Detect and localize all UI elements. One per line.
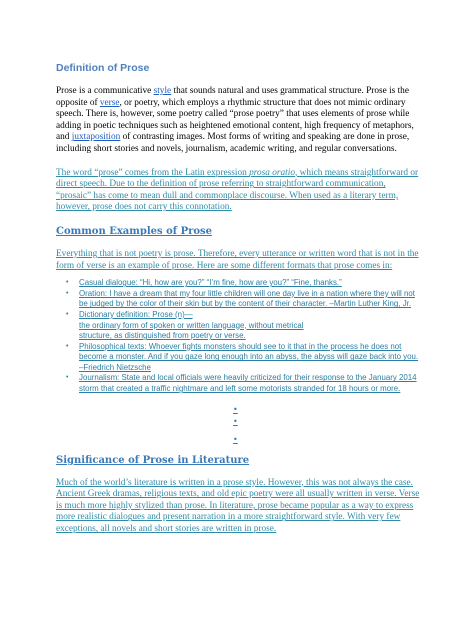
list-item[interactable]	[66, 342, 421, 374]
bullet-icon: •	[233, 404, 238, 414]
bullet-icon: •	[233, 416, 238, 426]
bullet-icon: •	[66, 310, 69, 318]
etymology-paragraph[interactable]	[56, 168, 421, 214]
list-item[interactable]	[66, 278, 421, 289]
list-item-text: Journalism: State and local officials were heavily criticized for their response to the January 2014 storm that created a traffic nightmare and left some motorists stranded for 18 hours or more.	[79, 373, 417, 394]
list-item-text: Oration: I have a dream that my four little children will one day live in a nation where they will not be judged by the color of their skin but by the content of their character. –Martin Luther King, Jr.	[79, 288, 415, 309]
definition-heading: Definition of Prose	[56, 62, 150, 74]
bullet-icon: •	[66, 342, 69, 350]
examples-list	[56, 278, 421, 395]
definition-paragraph	[56, 86, 421, 156]
examples-heading[interactable]: Common Examples of Prose	[56, 225, 213, 237]
definition-line: structure, as distinguished from poetry or verse.	[79, 331, 246, 341]
text-run: that sounds natural and uses grammatical structure. Prose is the opposite of	[56, 86, 409, 108]
juxtaposition-link[interactable]: juxtaposition	[71, 132, 121, 143]
text-run: The word “prose” comes from the Latin expression	[56, 167, 250, 178]
document-page	[56, 62, 421, 548]
list-item-text: Dictionary definition: Prose (n)—	[79, 309, 193, 319]
bullet-icon: •	[233, 434, 238, 444]
bullet-icon: •	[66, 374, 69, 382]
definition-line: the ordinary form of spoken or written language, without metrical	[79, 320, 304, 330]
bullet-icon: •	[66, 279, 69, 287]
list-item[interactable]	[66, 310, 421, 342]
empty-bullets	[56, 405, 421, 445]
text-run: Prose is a communicative	[56, 86, 154, 96]
list-item-text: Philosophical texts: Whoever fights monsters should see to it that in the process he does not become a monster. And if you gaze long enough into an abyss, the abyss will gaze back into you. –Friedrich Nietzsche	[79, 341, 419, 372]
style-link[interactable]: style	[153, 86, 172, 96]
text-run: , or poetry, which employs a rhythmic structure that does not mimic ordinary speech. There is, however, some poetry called “prose poetry” that uses elements of prose while adding in poetic techniques such as heightened emotional content, high frequency of metaphors, and	[56, 97, 414, 143]
list-item[interactable]	[66, 373, 421, 394]
examples-intro[interactable]: Everything that is not poetry is prose. Therefore, every utterance or written word that is not in the form of verse is an example of prose. Here are some different formats that prose comes in:	[56, 248, 419, 271]
text-run: , which means straightforward or direct speech. Due to the definition of prose referring to straightforward communication, “prosaic” has come to mean dull and commonplace discourse. When used as a literary term, however, prose does not carry this connotation.	[56, 167, 419, 213]
bullet-icon: •	[66, 289, 69, 297]
list-item-text: Casual dialogue: “Hi, how are you?” “I’m fine, how are you?” “Fine, thanks.”	[79, 278, 342, 288]
significance-paragraph[interactable]: Much of the world’s literature is written in a prose style. However, this was not always the case. Ancient Greek dramas, religious texts, and old epic poetry were all usually written in verse. Verse is much more highly stylized than prose. In literature, prose became popular as a way to express more realistic dialogues and present narration in a more straightforward style. With very few exceptions, all novels and short stories are written in prose.	[56, 477, 420, 535]
list-item[interactable]	[66, 289, 421, 310]
significance-heading[interactable]: Significance of Prose in Literature	[56, 454, 250, 466]
latin-term: prosa oratio	[249, 167, 295, 178]
text-run: of contrasting images. Most forms of writing and speaking are done in prose, including short stories and novels, journalism, academic writing, and regular conversations.	[56, 132, 410, 154]
verse-link[interactable]: verse	[99, 97, 120, 108]
